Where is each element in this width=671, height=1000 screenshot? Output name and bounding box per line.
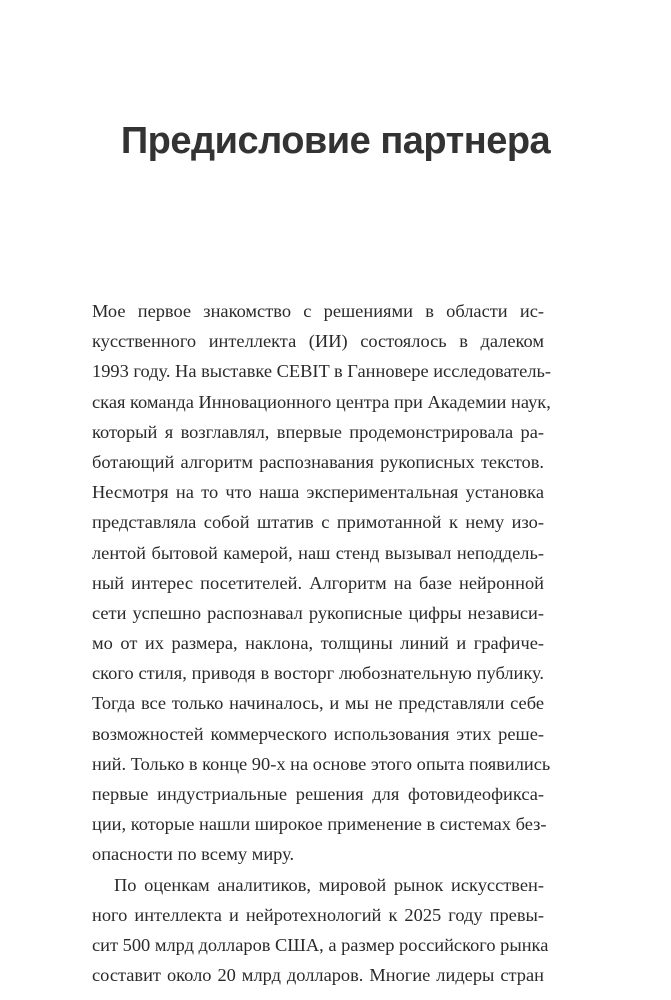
text-line: Несмотря на то что наша экспериментальная установка (92, 482, 544, 503)
text-line: составит около 20 млрд долларов. Многие лидеры стран (92, 965, 544, 986)
text-line: По оценкам аналитиков, мировой рынок искусствен- (114, 874, 544, 895)
text-line: ный интерес посетителей. Алгоритм на базе нейронной (92, 572, 544, 593)
paragraph-2 (92, 870, 549, 991)
body-text (92, 296, 552, 990)
text-line: опасности по всему миру. (92, 844, 295, 865)
text-line: Мое первое знакомство с решениями в области ис- (92, 301, 544, 321)
text-line: мо от их размера, наклона, толщины линий и графиче- (92, 633, 544, 654)
paragraph-1 (92, 296, 552, 870)
text-line: представляла собой штатив с примотанной к нему изо- (92, 512, 544, 533)
text-line: 1993 году. На выставке CEBIT в Ганновере исследователь- (92, 361, 552, 382)
text-line: ская команда Инновационного центра при Академии наук, (92, 391, 551, 412)
text-line: который я возглавлял, впервые продемонстрировала ра- (92, 421, 544, 442)
text-line: сети успешно распознавал рукописные цифры независи- (92, 602, 544, 623)
text-line: первые индустриальные решения для фотовидеофикса- (92, 784, 544, 804)
text-line: ного интеллекта и нейротехнологий к 2025 году превы- (92, 904, 544, 925)
text-line: ний. Только в конце 90-х на основе этого опыта появились (92, 753, 551, 774)
text-line: ции, которые нашли широкое применение в системах без- (92, 814, 547, 835)
text-line: сит 500 млрд долларов США, а размер российского рынка (92, 934, 549, 955)
text-line: возможностей коммерческого использования этих решe- (92, 723, 544, 744)
text-line: Тогда все только начиналось, и мы не представляли себе (92, 693, 544, 714)
text-line: ского стиля, приводя в восторг любознательную публику. (92, 663, 544, 684)
text-line: ботающий алгоритм распознавания рукописных текстов. (92, 451, 544, 472)
text-line: лентой бытовой камерой, наш стенд вызывал неподдель- (92, 542, 544, 563)
chapter-title: Предисловие партнера (120, 120, 551, 162)
text-line: кусственного интеллекта (ИИ) состоялось в далеком (92, 331, 544, 352)
